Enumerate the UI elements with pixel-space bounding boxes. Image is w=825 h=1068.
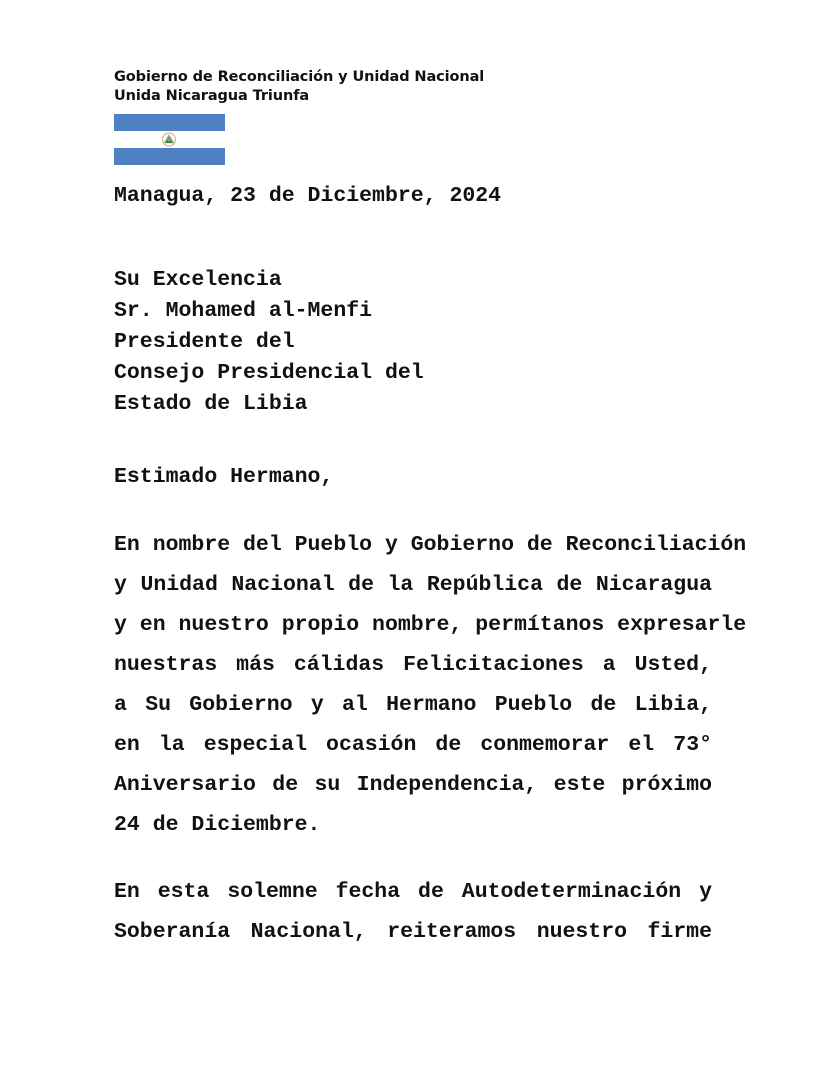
salutation: Estimado Hermano, — [114, 465, 334, 489]
recipient-line: Sr. Mohamed al-Menfi — [114, 299, 373, 323]
letterhead-government-name: Gobierno de Reconciliación y Unidad Nacional — [114, 69, 485, 85]
flag-top-blue-stripe — [114, 114, 225, 131]
paragraph-line: En esta solemne fecha de Autodeterminación y — [114, 880, 712, 904]
paragraph-line: Aniversario de su Independencia, este próximo — [114, 773, 712, 797]
coat-of-arms-icon — [161, 132, 177, 147]
body-paragraph-2 — [114, 872, 712, 952]
recipient-line: Estado de Libia — [114, 392, 308, 416]
letterhead — [114, 68, 484, 106]
paragraph-line: 24 de Diciembre. — [114, 813, 321, 837]
recipient-block — [114, 265, 424, 420]
letterhead-slogan: Unida Nicaragua Triunfa — [114, 88, 310, 104]
paragraph-line: nuestras más cálidas Felicitaciones a Usted, — [114, 653, 712, 677]
recipient-line: Consejo Presidencial del — [114, 361, 424, 385]
paragraph-line: y Unidad Nacional de la República de Nicaragua — [114, 573, 712, 597]
paragraph-line: Soberanía Nacional, reiteramos nuestro firme — [114, 920, 712, 944]
body-paragraph-1 — [114, 525, 747, 845]
flag-bottom-blue-stripe — [114, 148, 225, 165]
letter-date: Managua, 23 de Diciembre, 2024 — [114, 184, 502, 208]
paragraph-line: En nombre del Pueblo y Gobierno de Reconciliación — [114, 533, 747, 557]
nicaragua-flag-icon — [114, 114, 225, 165]
recipient-line: Presidente del — [114, 330, 295, 354]
paragraph-line: y en nuestro propio nombre, permítanos expresarle — [114, 613, 747, 637]
recipient-line: Su Excelencia — [114, 268, 282, 292]
paragraph-line: en la especial ocasión de conmemorar el 73° — [114, 733, 712, 757]
paragraph-line: a Su Gobierno y al Hermano Pueblo de Libia, — [114, 693, 712, 717]
